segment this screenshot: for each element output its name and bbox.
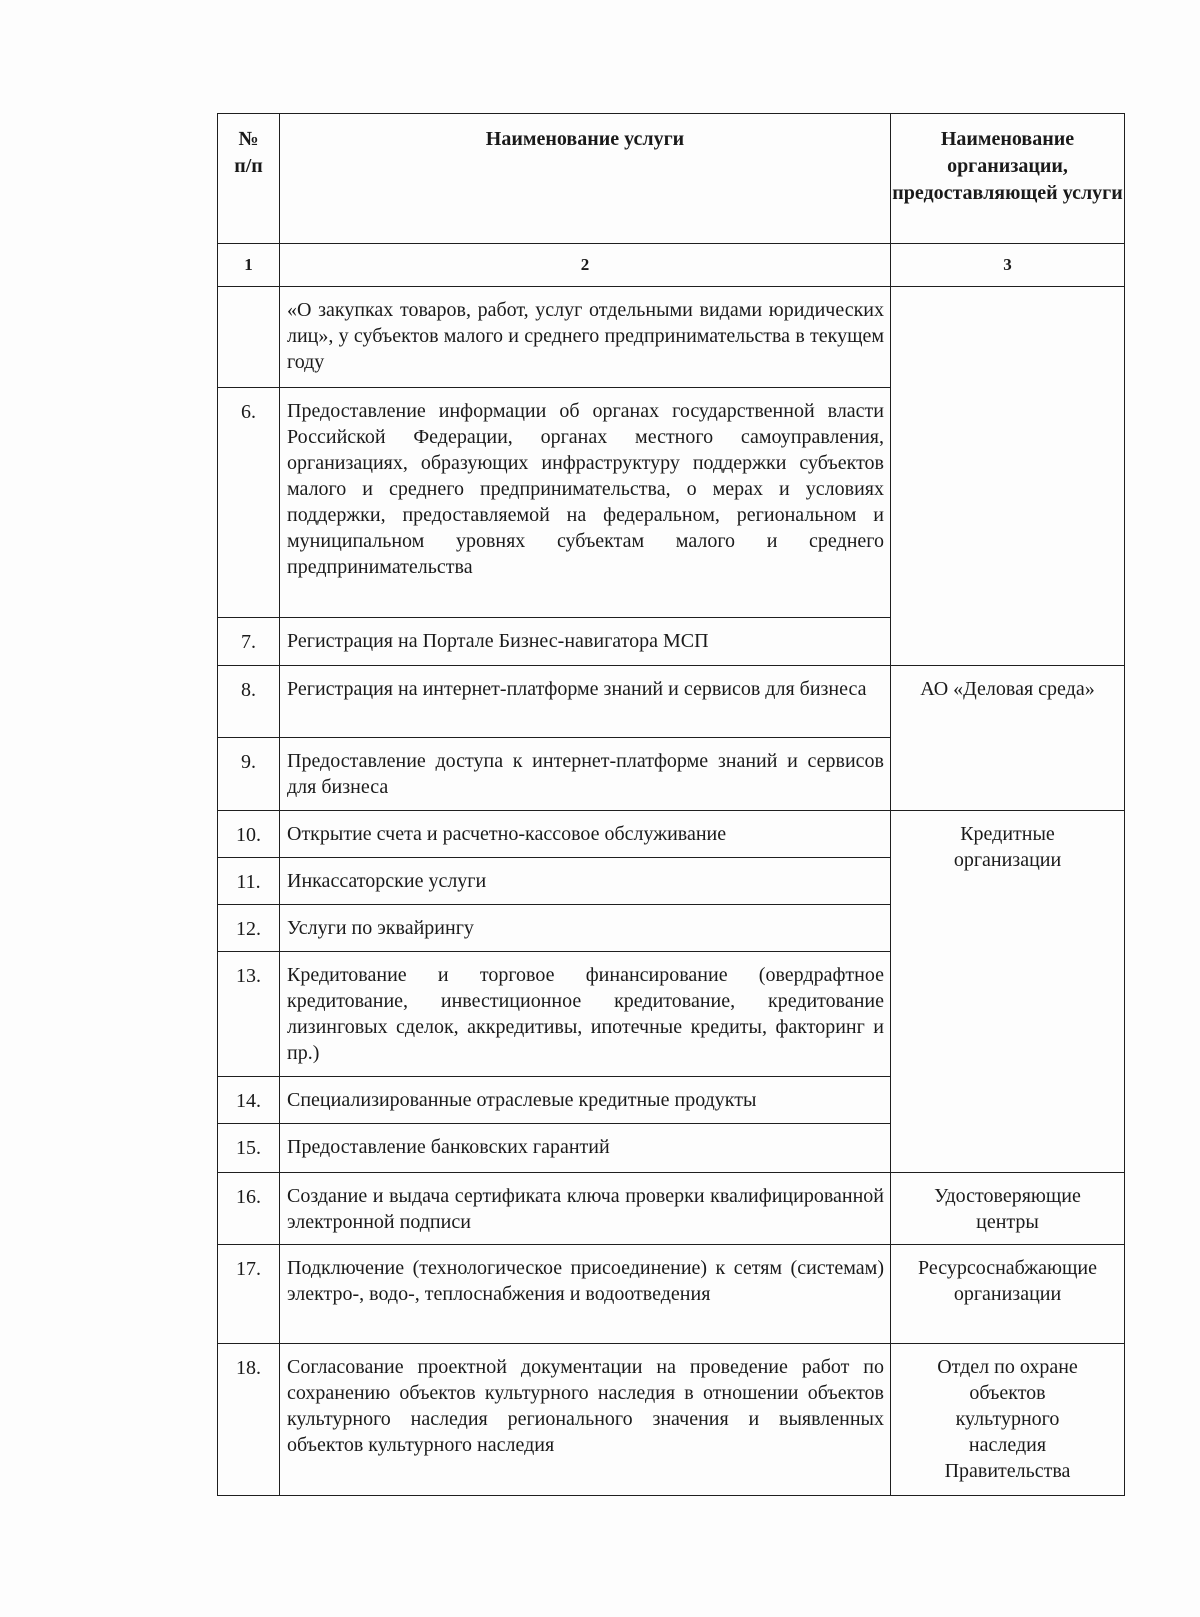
table-header-row [218,114,1125,244]
row-number: 16. [218,1173,280,1245]
service-description: Предоставление информации об органах государственной власти Российской Федерации, органах местного самоуправления, организациях, образующих инфраструктуру поддержки субъектов малого и среднего предпринимательства, о мерах и условиях поддержки, предоставляемой на федеральном, региональном и муниципальном уровнях субъектам малого и среднего предпринимательства [280,388,891,618]
organization-credit: Кредитные организации [891,811,1125,1173]
column-number-1: 1 [218,244,280,287]
service-description: Подключение (технологическое присоединение) к сетям (системам) электро-, водо-, теплоснабжения и водоотведения [280,1245,891,1344]
table-row [218,1344,1125,1496]
row-number [218,287,280,388]
row-number: 8. [218,666,280,738]
header-organization: Наименование организации, предоставляющей услуги [891,114,1125,244]
row-number: 6. [218,388,280,618]
row-number: 11. [218,858,280,905]
service-description: Предоставление банковских гарантий [280,1124,891,1173]
row-number: 17. [218,1245,280,1344]
service-description: Регистрация на Портале Бизнес-навигатора МСП [280,618,891,666]
organization-heritage: Отдел по охране объектов культурного наследия Правительства [891,1344,1125,1496]
table-row [218,287,1125,388]
service-description: «О закупках товаров, работ, услуг отдельными видами юридических лиц», у субъектов малого и среднего предпринимательства в текущем году [280,287,891,388]
column-number-3: 3 [891,244,1125,287]
header-number: № п/п [218,114,280,244]
row-number: 13. [218,952,280,1077]
table-row [218,811,1125,858]
organization-cell-empty [891,287,1125,666]
service-description: Специализированные отраслевые кредитные продукты [280,1077,891,1124]
header-service-name: Наименование услуги [280,114,891,244]
service-description: Услуги по эквайрингу [280,905,891,952]
table-row [218,1245,1125,1344]
column-number-2: 2 [280,244,891,287]
column-number-row [218,244,1125,287]
services-table [217,113,1125,1496]
organization-resource: Ресурсоснабжающие организации [891,1245,1125,1344]
service-description: Регистрация на интернет-платформе знаний и сервисов для бизнеса [280,666,891,738]
table-row [218,666,1125,738]
row-number: 15. [218,1124,280,1173]
row-number: 14. [218,1077,280,1124]
service-description: Создание и выдача сертификата ключа проверки квалифицированной электронной подписи [280,1173,891,1245]
row-number: 10. [218,811,280,858]
service-description: Согласование проектной документации на проведение работ по сохранению объектов культурного наследия в отношении объектов культурного наследия регионального значения и выявленных объектов культурного наследия [280,1344,891,1496]
service-description: Кредитование и торговое финансирование (овердрафтное кредитование, инвестиционное кредитование, кредитование лизинговых сделок, аккредитивы, ипотечные кредиты, факторинг и пр.) [280,952,891,1077]
row-number: 12. [218,905,280,952]
row-number: 7. [218,618,280,666]
table-row [218,1173,1125,1245]
organization-certification: Удостоверяющие центры [891,1173,1125,1245]
row-number: 9. [218,738,280,811]
organization-delovaya-sreda: АО «Деловая среда» [891,666,1125,811]
service-description: Предоставление доступа к интернет-платформе знаний и сервисов для бизнеса [280,738,891,811]
service-description: Инкассаторские услуги [280,858,891,905]
row-number: 18. [218,1344,280,1496]
service-description: Открытие счета и расчетно-кассовое обслуживание [280,811,891,858]
